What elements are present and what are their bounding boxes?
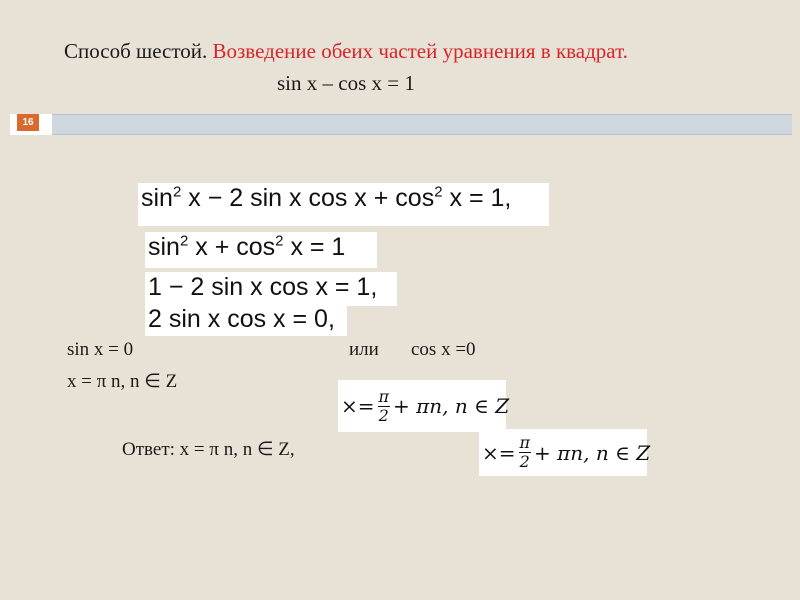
slide-number: 16 xyxy=(17,114,39,131)
case-sin-zero: sin x = 0 xyxy=(67,339,134,360)
fraction: $\frac{\pi}{2}$ xyxy=(378,386,390,425)
header-bar xyxy=(52,114,792,135)
title-highlight: Возведение обеих частей уравнения в квадрат. xyxy=(212,39,628,63)
formula-product-zero: 2 sin x cos x = 0, xyxy=(145,304,347,336)
title-prefix: Способ шестой. xyxy=(64,39,213,63)
formula-squared: $\sin^2 x - 2$ sin x $\cos x + \cos^2 x = 1$, xyxy=(138,183,549,226)
slide-title xyxy=(64,37,724,95)
case-sin-solution: x = π n, n ∈ Z xyxy=(67,371,178,392)
answer-formula: ×= $\frac{\pi}{2}$ + πn, n ∈ Z xyxy=(479,429,647,476)
title-equation: sin x – cos x = 1 xyxy=(277,71,415,95)
cos-solution-formula: ×= $\frac{\pi}{2}$ + πn, n ∈ Z xyxy=(338,380,506,432)
case-cos-zero: cos x =0 xyxy=(411,339,476,360)
answer-text: Ответ: x = π n, n ∈ Z, xyxy=(122,439,295,460)
or-word: или xyxy=(349,339,379,360)
formula-identity: $\sin^2 x + \cos^2 x = 1$ xyxy=(145,232,377,268)
answer-fraction: $\frac{\pi}{2}$ xyxy=(519,433,531,471)
formula-substituted: 1 − 2 sin x cos x = 1, xyxy=(145,272,397,306)
